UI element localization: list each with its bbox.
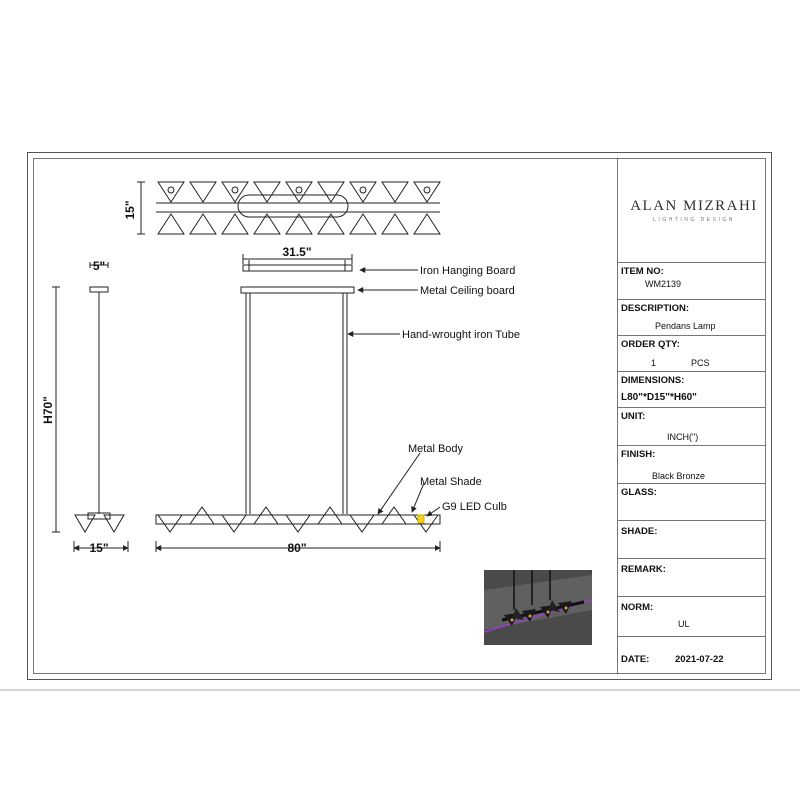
length-dim-label: 80" — [287, 541, 307, 555]
top-shade-upper — [158, 182, 184, 202]
top-shade-lower — [350, 214, 376, 234]
item-no-label: ITEM NO: — [621, 266, 664, 277]
top-shade-upper — [286, 182, 312, 202]
product-photo — [484, 570, 592, 645]
norm-label: NORM: — [621, 602, 654, 613]
title-row-norm — [617, 596, 766, 636]
side-shade-right — [104, 515, 124, 532]
top-view-upper-shades — [158, 182, 440, 202]
shade-label: SHADE: — [621, 526, 658, 537]
title-row-shade — [617, 520, 766, 558]
top-view — [156, 182, 440, 234]
top-shade-lower — [382, 214, 408, 234]
title-row-remark — [617, 558, 766, 596]
top-shade-upper — [254, 182, 280, 202]
unit-value: INCH(") — [667, 432, 699, 442]
side-view — [52, 262, 128, 552]
metal-body-bar — [156, 515, 440, 524]
top-shade-lower — [190, 214, 216, 234]
top-shade-upper — [190, 182, 216, 202]
metal-ceiling-board — [241, 287, 354, 293]
iron-hanging-board — [243, 265, 352, 271]
top-shade-lower — [414, 214, 440, 234]
remark-label: REMARK: — [621, 564, 666, 575]
side-canopy — [90, 287, 108, 292]
front-view — [156, 254, 440, 552]
finish-value: Black Bronze — [652, 471, 706, 481]
top-depth-label: 15" — [123, 200, 137, 220]
side-shade-left — [75, 515, 95, 532]
side-width-dim-label: 15" — [89, 541, 109, 555]
top-shade-upper — [414, 182, 440, 202]
order-qty-unit: PCS — [691, 358, 710, 368]
norm-value: UL — [678, 619, 690, 629]
board-width-dim-label: 31.5" — [282, 245, 312, 259]
canopy-dim-label: 5" — [92, 259, 106, 273]
title-row-item-no — [617, 262, 766, 299]
led-bulb — [418, 515, 424, 523]
callout-metal-ceiling-board: Metal Ceiling board — [420, 285, 515, 297]
callout-iron-tube: Hand-wrought iron Tube — [402, 329, 521, 341]
title-row-glass — [617, 483, 766, 520]
top-shade-upper — [382, 182, 408, 202]
top-shade-socket — [424, 187, 430, 193]
brand-logo — [624, 198, 764, 223]
top-shade-lower — [222, 214, 248, 234]
brand-name: ALAN MIZRAHI — [630, 198, 758, 214]
description-value: Pendans Lamp — [655, 321, 716, 331]
top-shade-upper — [222, 182, 248, 202]
callout-iron-hanging-board: Iron Hanging Board — [420, 265, 516, 277]
title-row-dimensions — [617, 371, 766, 407]
callout-led-bulb: G9 LED Culb — [442, 501, 507, 513]
top-shade-socket — [296, 187, 302, 193]
top-shade-upper — [318, 182, 344, 202]
title-row-date — [617, 636, 766, 674]
glass-label: GLASS: — [621, 487, 657, 498]
date-value: 2021-07-22 — [675, 654, 724, 665]
callout-metal-shade: Metal Shade — [420, 476, 482, 488]
dimensions-value: L80"*D15"*H60" — [621, 392, 697, 403]
height-dim-label: H70" — [41, 396, 55, 424]
unit-label: UNIT: — [621, 411, 646, 422]
front-view-shades — [158, 507, 438, 532]
finish-label: FINISH: — [621, 449, 656, 460]
callout-metal-body: Metal Body — [408, 443, 464, 455]
top-shade-upper — [350, 182, 376, 202]
order-qty-value: 1 — [651, 358, 657, 368]
title-row-unit — [617, 407, 766, 445]
date-label: DATE: — [621, 654, 650, 665]
top-shade-socket — [232, 187, 238, 193]
item-no-value: WM2139 — [645, 279, 682, 289]
title-row-order-qty — [617, 335, 766, 371]
order-qty-label: ORDER QTY: — [621, 339, 680, 350]
top-shade-lower — [158, 214, 184, 234]
brand-subtitle: LIGHTING DESIGN — [653, 217, 735, 223]
top-view-ceiling-plate — [238, 195, 348, 217]
title-row-finish — [617, 445, 766, 483]
top-shade-socket — [360, 187, 366, 193]
dimensions-label: DIMENSIONS: — [621, 375, 685, 386]
top-shade-socket — [168, 187, 174, 193]
title-row-description — [617, 299, 766, 335]
description-label: DESCRIPTION: — [621, 303, 690, 314]
